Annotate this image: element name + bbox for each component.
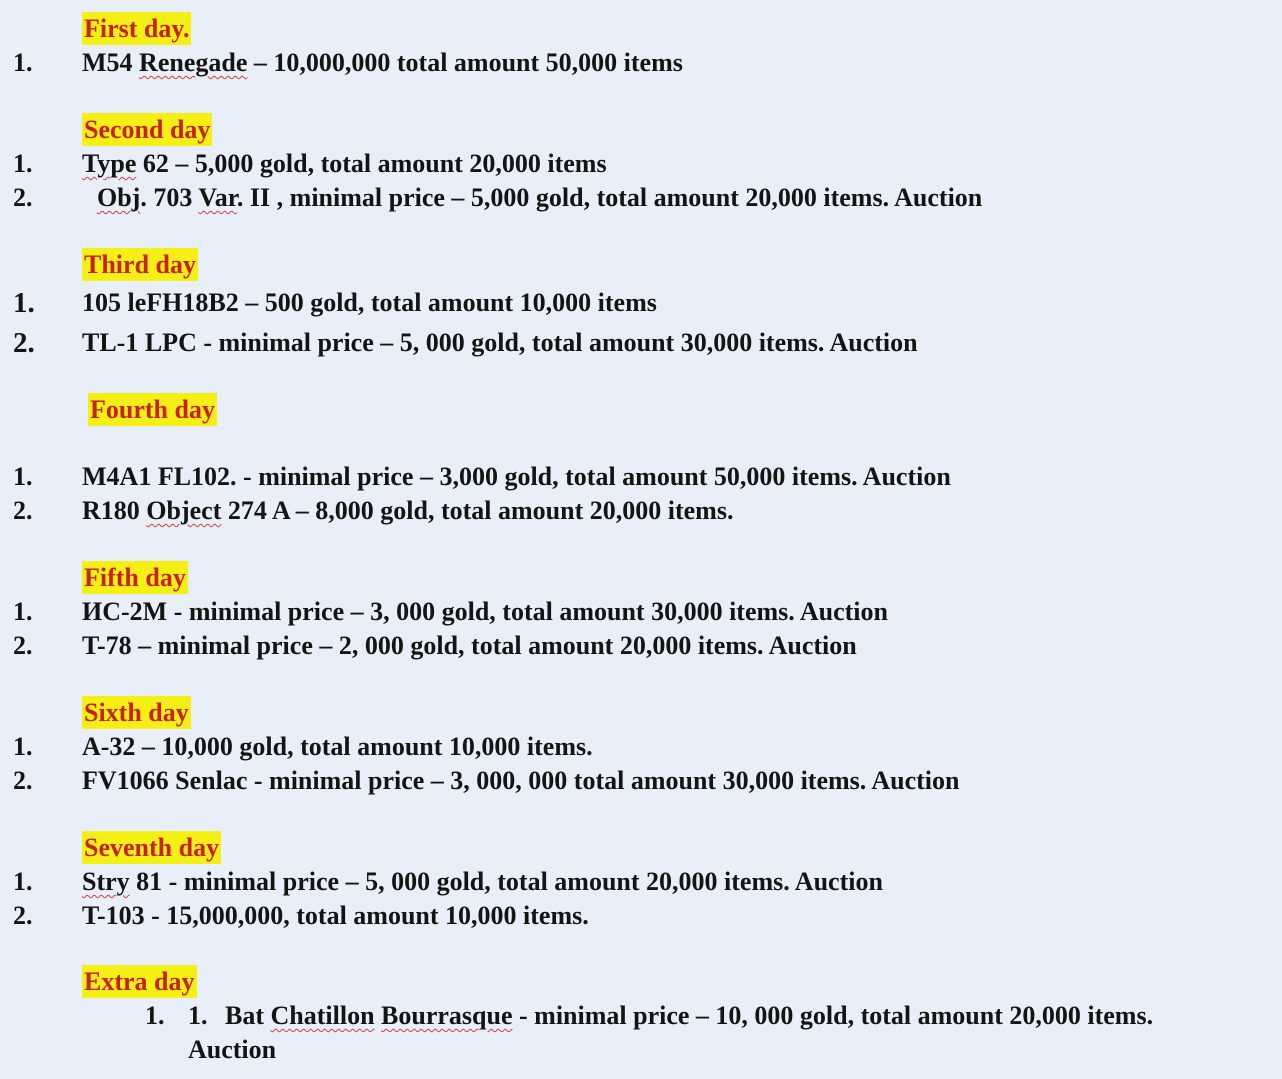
list-number: 2. bbox=[13, 766, 33, 795]
item-text: TL-1 LPC - minimal price – 5, 000 gold, total amount 30,000 items. Auction bbox=[82, 328, 918, 357]
day-heading-fifth: Fifth day bbox=[84, 563, 186, 592]
day-heading-fourth: Fourth day bbox=[90, 395, 215, 424]
item-text: Type 62 – 5,000 gold, total amount 20,000 items bbox=[82, 149, 607, 178]
spellcheck-word: Renegade bbox=[139, 48, 248, 77]
list-number: 1. bbox=[13, 732, 33, 761]
list-number: 1. bbox=[145, 1001, 165, 1030]
day-heading-sixth: Sixth day bbox=[84, 698, 189, 727]
spellcheck-word: Object bbox=[146, 496, 222, 525]
spellcheck-word: Bourrasque bbox=[381, 1001, 513, 1030]
list-number-nested: 1. bbox=[188, 1001, 208, 1030]
list-number: 1. bbox=[13, 462, 33, 491]
item-text: M4A1 FL102. - minimal price – 3,000 gold, total amount 50,000 items. Auction bbox=[82, 462, 951, 491]
list-number: 1. bbox=[13, 48, 33, 77]
list-number: 2. bbox=[13, 496, 33, 525]
item-text: M54 Renegade – 10,000,000 total amount 50,000 items bbox=[82, 48, 683, 77]
item-text: T-103 - 15,000,000, total amount 10,000 items. bbox=[82, 901, 589, 930]
item-text: T-78 – minimal price – 2, 000 gold, total amount 20,000 items. Auction bbox=[82, 631, 857, 660]
day-heading-first: First day. bbox=[84, 14, 190, 43]
list-number: 1. bbox=[13, 287, 35, 319]
item-text: Obj. 703 Var. II , minimal price – 5,000 gold, total amount 20,000 items. Auction bbox=[97, 183, 983, 212]
list-number: 1. bbox=[13, 149, 33, 178]
item-text: R180 Object 274 A – 8,000 gold, total amount 20,000 items. bbox=[82, 496, 734, 525]
list-number: 2. bbox=[13, 183, 33, 212]
item-text: Auction bbox=[188, 1035, 277, 1064]
day-heading-extra: Extra day bbox=[84, 967, 195, 996]
spellcheck-word: Obj bbox=[97, 183, 141, 212]
spellcheck-word: Chatillon bbox=[270, 1001, 375, 1030]
list-number: 1. bbox=[13, 867, 33, 896]
item-text: ИС-2М - minimal price – 3, 000 gold, total amount 30,000 items. Auction bbox=[82, 597, 888, 626]
item-text: FV1066 Senlac - minimal price – 3, 000, 000 total amount 30,000 items. Auction bbox=[82, 766, 960, 795]
list-number: 1. bbox=[13, 597, 33, 626]
item-text: A-32 – 10,000 gold, total amount 10,000 items. bbox=[82, 732, 593, 761]
item-text: 105 leFH18B2 – 500 gold, total amount 10,000 items bbox=[82, 288, 657, 317]
spellcheck-word: Stry bbox=[82, 867, 130, 896]
list-number: 2. bbox=[13, 901, 33, 930]
list-number: 2. bbox=[13, 631, 33, 660]
day-heading-seventh: Seventh day bbox=[84, 833, 220, 862]
item-text: Bat Chatillon Bourrasque - minimal price – 10, 000 gold, total amount 20,000 items. bbox=[225, 1001, 1154, 1030]
list-number: 2. bbox=[13, 327, 35, 359]
item-text: Stry 81 - minimal price – 5, 000 gold, total amount 20,000 items. Auction bbox=[82, 867, 883, 896]
spellcheck-word: Type bbox=[82, 149, 137, 178]
day-heading-third: Third day bbox=[84, 250, 196, 279]
day-heading-second: Second day bbox=[84, 115, 211, 144]
spellcheck-word: Var bbox=[198, 183, 237, 212]
